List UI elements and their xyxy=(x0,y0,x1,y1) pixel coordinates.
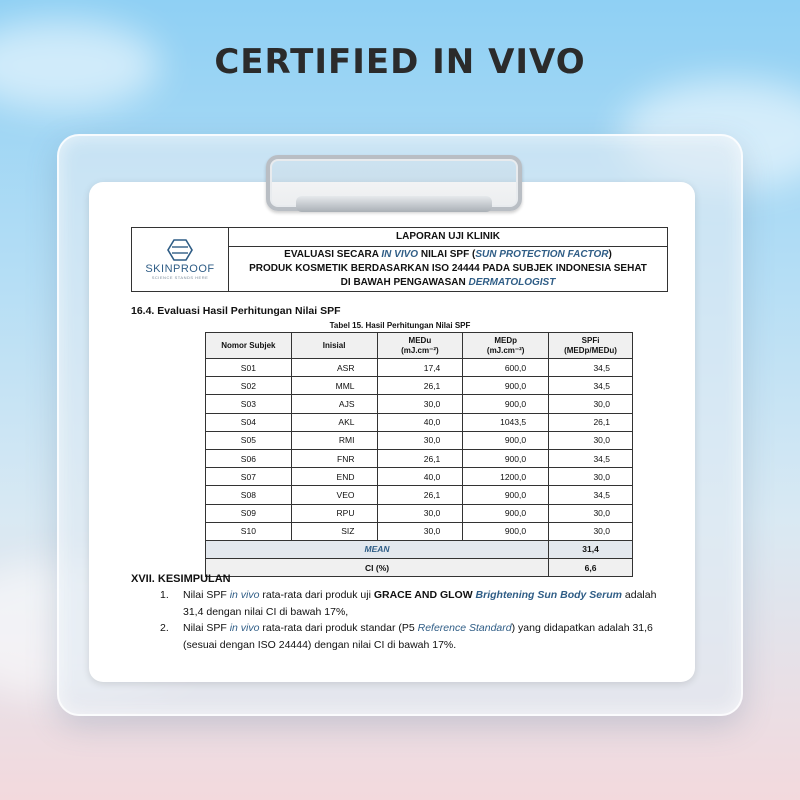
cell-initial: END xyxy=(291,468,377,486)
cell-spfi: 30,0 xyxy=(549,522,633,540)
mean-value: 31,4 xyxy=(549,540,633,558)
report-subtitle-line-1 xyxy=(229,248,667,262)
table-row xyxy=(206,468,633,486)
report-title: LAPORAN UJI KLINIK xyxy=(229,228,667,247)
cell-initial: RMI xyxy=(291,431,377,449)
table-row xyxy=(206,449,633,467)
text-run: ) yang didapatkan adalah 31,6 (sesuai dengan ISO 24444) dengan nilai CI di bawah 17%. xyxy=(183,622,653,651)
conclusion-item-text xyxy=(183,620,670,654)
product-variant: Brightening Sun Body Serum xyxy=(475,589,622,601)
table-row xyxy=(206,359,633,377)
text-run: Nilai SPF xyxy=(183,589,230,601)
report-subtitle-line-2: PRODUK KOSMETIK BERDASARKAN ISO 24444 PADA SUBJEK INDONESIA SEHAT xyxy=(249,263,647,274)
column-header-initial: Inisial xyxy=(291,333,377,359)
cell-medu: 17,4 xyxy=(377,359,463,377)
cell-subject: S07 xyxy=(206,468,292,486)
column-header-medu: MEDu (mJ.cm⁻²) xyxy=(377,333,463,359)
text-run: ) xyxy=(608,249,612,260)
report-subtitle xyxy=(229,247,667,291)
table-row xyxy=(206,486,633,504)
cell-medp: 1043,5 xyxy=(463,413,549,431)
product-name: GRACE AND GLOW xyxy=(373,589,473,601)
text-run: Nilai SPF xyxy=(183,622,230,634)
ci-value: 6,6 xyxy=(549,559,633,577)
cell-spfi: 30,0 xyxy=(549,431,633,449)
text-run-emphasis: SUN PROTECTION FACTOR xyxy=(475,249,609,260)
cell-medu: 30,0 xyxy=(377,395,463,413)
spf-results-table xyxy=(205,332,633,577)
cell-subject: S05 xyxy=(206,431,292,449)
column-header-spfi: SPFi (MEDp/MEDu) xyxy=(549,333,633,359)
conclusion-title: XVII. KESIMPULAN xyxy=(131,573,231,585)
cell-medp: 900,0 xyxy=(463,504,549,522)
text-run-emphasis: Reference Standard xyxy=(417,622,512,634)
cell-subject: S04 xyxy=(206,413,292,431)
cell-subject: S06 xyxy=(206,449,292,467)
mean-label: MEAN xyxy=(206,540,549,558)
table-header-row xyxy=(206,333,633,359)
text-run: DI BAWAH PENGAWASAN xyxy=(340,277,469,288)
logo-tagline: SCIENCE STANDS HERE xyxy=(151,275,209,280)
report-subtitle-line-3 xyxy=(229,276,667,290)
text-run: rata-rata dari produk standar (P5 xyxy=(259,622,418,634)
ci-label: CI (%) xyxy=(206,559,549,577)
report-header-text xyxy=(229,228,667,291)
table-row xyxy=(206,522,633,540)
cell-spfi: 30,0 xyxy=(549,504,633,522)
text-run: rata-rata dari produk uji xyxy=(259,589,374,601)
cell-medp: 900,0 xyxy=(463,522,549,540)
section-title: 16.4. Evaluasi Hasil Perhitungan Nilai SPF xyxy=(131,305,341,317)
cell-medu: 26,1 xyxy=(377,486,463,504)
column-header-medp: MEDp (mJ.cm⁻²) xyxy=(463,333,549,359)
cell-spfi: 34,5 xyxy=(549,486,633,504)
company-logo xyxy=(132,228,229,291)
cell-medu: 26,1 xyxy=(377,449,463,467)
cell-initial: AJS xyxy=(291,395,377,413)
cell-subject: S10 xyxy=(206,522,292,540)
cell-subject: S03 xyxy=(206,395,292,413)
table-caption: Tabel 15. Hasil Perhitungan Nilai SPF xyxy=(329,321,471,330)
conclusion-item-text xyxy=(183,587,670,621)
text-run: NILAI SPF ( xyxy=(418,249,476,260)
cell-medp: 600,0 xyxy=(463,359,549,377)
cell-initial: ASR xyxy=(291,359,377,377)
cell-initial: SIZ xyxy=(291,522,377,540)
cell-subject: S09 xyxy=(206,504,292,522)
text-run: EVALUASI SECARA xyxy=(284,249,382,260)
cell-medu: 30,0 xyxy=(377,504,463,522)
cell-spfi: 34,5 xyxy=(549,359,633,377)
cell-spfi: 30,0 xyxy=(549,468,633,486)
cell-medu: 40,0 xyxy=(377,413,463,431)
cell-medp: 900,0 xyxy=(463,486,549,504)
cell-initial: MML xyxy=(291,377,377,395)
clipboard-clip-bar xyxy=(296,196,492,212)
list-number: 1. xyxy=(160,589,169,601)
cell-medu: 30,0 xyxy=(377,522,463,540)
table-mean-row xyxy=(206,540,633,558)
cell-initial: FNR xyxy=(291,449,377,467)
cell-spfi: 30,0 xyxy=(549,395,633,413)
list-number: 2. xyxy=(160,622,169,634)
cell-medp: 900,0 xyxy=(463,431,549,449)
column-header-subject: Nomor Subjek xyxy=(206,333,292,359)
table-body xyxy=(206,359,633,541)
page-headline: CERTIFIED IN VIVO xyxy=(214,42,586,82)
text-run-emphasis: in vivo xyxy=(229,622,260,634)
text-run-emphasis: IN VIVO xyxy=(381,249,419,260)
cell-medp: 1200,0 xyxy=(463,468,549,486)
table-row xyxy=(206,413,633,431)
cell-medu: 26,1 xyxy=(377,377,463,395)
text-run-emphasis: in vivo xyxy=(229,589,260,601)
cell-medp: 900,0 xyxy=(463,395,549,413)
cell-subject: S01 xyxy=(206,359,292,377)
cell-initial: RPU xyxy=(291,504,377,522)
table-row xyxy=(206,395,633,413)
cell-subject: S08 xyxy=(206,486,292,504)
cell-initial: AKL xyxy=(291,413,377,431)
cell-medu: 40,0 xyxy=(377,468,463,486)
cell-medu: 30,0 xyxy=(377,431,463,449)
cell-medp: 900,0 xyxy=(463,449,549,467)
hexagon-logo-icon xyxy=(167,239,193,261)
table-row xyxy=(206,377,633,395)
table-row xyxy=(206,431,633,449)
report-header xyxy=(131,227,668,292)
cell-spfi: 34,5 xyxy=(549,449,633,467)
table-ci-row xyxy=(206,559,633,577)
text-run-emphasis: DERMATOLOGIST xyxy=(468,277,556,288)
cell-spfi: 26,1 xyxy=(549,413,633,431)
text-run: adalah 31,4 dengan nilai CI di bawah 17%, xyxy=(183,589,657,618)
logo-wordmark: SKINPROOF xyxy=(145,263,215,275)
cell-initial: VEO xyxy=(291,486,377,504)
cell-subject: S02 xyxy=(206,377,292,395)
cell-spfi: 34,5 xyxy=(549,377,633,395)
table-row xyxy=(206,504,633,522)
cell-medp: 900,0 xyxy=(463,377,549,395)
